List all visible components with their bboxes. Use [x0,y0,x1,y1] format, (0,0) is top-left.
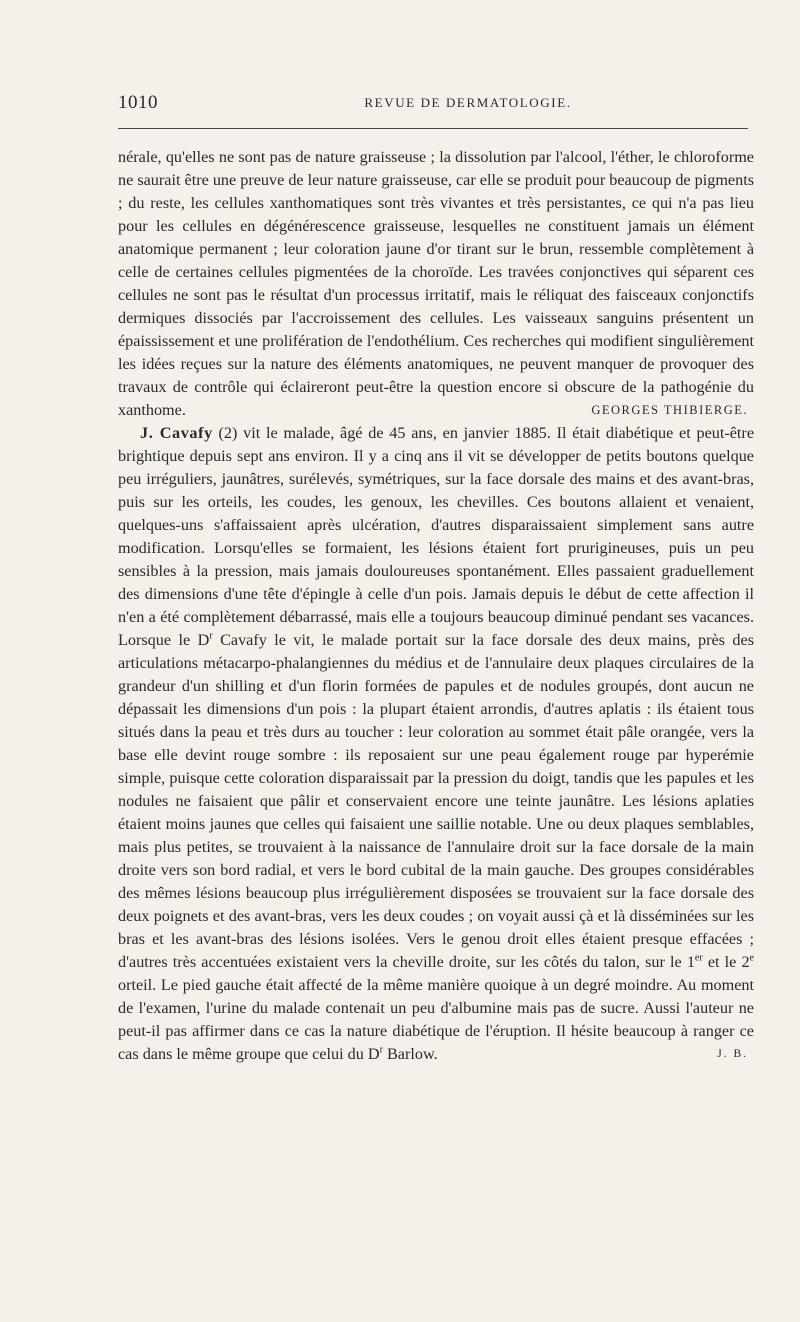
page-number: 1010 [118,92,158,113]
author-initials: J. B. [717,1048,748,1060]
paragraph-text-1: (2) vit le malade, âgé de 45 ans, en janvier 1885. Il était diabétique et peut-être brightique depuis sept ans environ. Il y a cinq ans il vit se développer de petits boutons quelque peu irréguliers, jaunâtres, surélevés, symétriques, sur la face dorsale des mains et des avant-bras, puis sur les orteils, les coudes, les genoux, les chevilles. Ces boutons allaient et venaient, quelques-uns s'affaissaient après ulcération, d'autres disparaissaient simplement sans autre modification. Lorsqu'elles se formaient, les lésions étaient fort prurigineuses, puis un peu sensibles à la pression, mais jamais douloureuses spontanément. Elles passaient graduellement des dimensions d'une tête d'épingle à celle d'un pois. Jamais depuis le début de cette affection il n'en a été complètement débarrassé, mais elle a toujours beaucoup diminué pendant ses vacances. Lorsque le D [118,424,754,649]
author-signature: GEORGES THIBIERGE. [591,403,748,417]
header-rule [118,128,748,129]
superscript: r [209,630,213,642]
author-name: J. Cavafy [140,424,213,442]
paragraph-text-5: Barlow. [382,1045,438,1063]
running-title: REVUE DE DERMATOLOGIE. [364,95,572,110]
page-header [118,92,758,116]
superscript: r [379,1044,383,1056]
paragraph-text: nérale, qu'elles ne sont pas de nature graisseuse ; la dissolution par l'alcool, l'éther, le chloroforme ne saurait être une preuve de leur nature graisseuse, car elle se produit pour beaucoup de pigments ; du reste, les cellules xanthomatiques sont très vivantes et très persistantes, ce qui n'a pas lieu pour les cellules en dégénérescence graisseuse, lesquelles ne constituent jamais un élément anatomique permanent ; leur coloration jaune d'or tirant sur le brun, ressemble complètement à celle de certaines cellules pigmentées de la choroïde. Les travées conjonctives qui séparent ces cellules ne sont pas le résultat d'un processus irritatif, mais le réliquat des faisceaux conjonctifs dermiques dissociés par l'accroissement des cellules. Les vaisseaux sanguins présentent un épaississement et une prolifération de l'endothélium. Ces recherches qui modifient singulièrement les idées reçues sur la nature des éléments anatomiques, ne peuvent manquer de provoquer des travaux de contrôle qui éclaireront peut-être la question encore si obscure de la pathogénie du xanthome. [118,148,755,419]
superscript: e [749,952,754,964]
page-body [118,146,754,1066]
superscript: er [694,952,703,964]
paragraph-text-3: et le 2 [702,953,750,971]
paragraph-thibierge [118,146,754,422]
paragraph-text-2: Cavafy le vit, le malade portait sur la face dorsale des deux mains, près des articulations métacarpo-phalangiennes du médius et de l'annulaire deux plaques circulaires de la grandeur d'un shilling et d'un florin formées de papules et de nodules groupés, dont aucun ne dépassait les dimensions d'un pois : la plupart étaient arrondis, d'autres aplatis : ils étaient tous situés dans la peau et très durs au toucher : leur coloration au sommet était pâle orangée, vers la base elle devint rouge sombre : ils reposaient sur une peau également rouge par hyperémie simple, puisque cette coloration disparaissait par la pression du doigt, tandis que les papules et les nodules ne faisaient que pâlir et conservaient encore une teinte jaunâtre. Les lésions aplaties étaient moins jaunes que celles qui faisaient une saillie notable. Une ou deux plaques semblables, mais plus petites, se trouvaient à la naissance de l'annulaire droit sur la face dorsale de la main droite vers son bord radial, et vers le bord cubital de la main gauche. Des groupes considérables des mêmes lésions beaucoup plus irrégulièrement disposées se trouvaient sur la face dorsale des deux poignets et des avant-bras, vers les deux coudes ; on voyait aussi çà et là disséminées sur les bras et les avant-bras des lésions isolées. Vers le genou droit elles étaient presque effacées ; d'autres très accentuées existaient vers la cheville droite, sur les côtés du talon, sur le 1 [118,631,754,971]
paragraph-cavafy [118,422,754,1066]
paragraph-text-4: orteil. Le pied gauche était affecté de la même manière quoique à un degré moindre. Au moment de l'examen, l'urine du malade contenait un peu d'albumine mais pas de sucre. Aussi l'auteur ne peut-il pas affirmer dans ce cas la nature diabétique de l'éruption. Il hésite beaucoup à ranger ce cas dans le même groupe que celui du D [118,976,754,1063]
